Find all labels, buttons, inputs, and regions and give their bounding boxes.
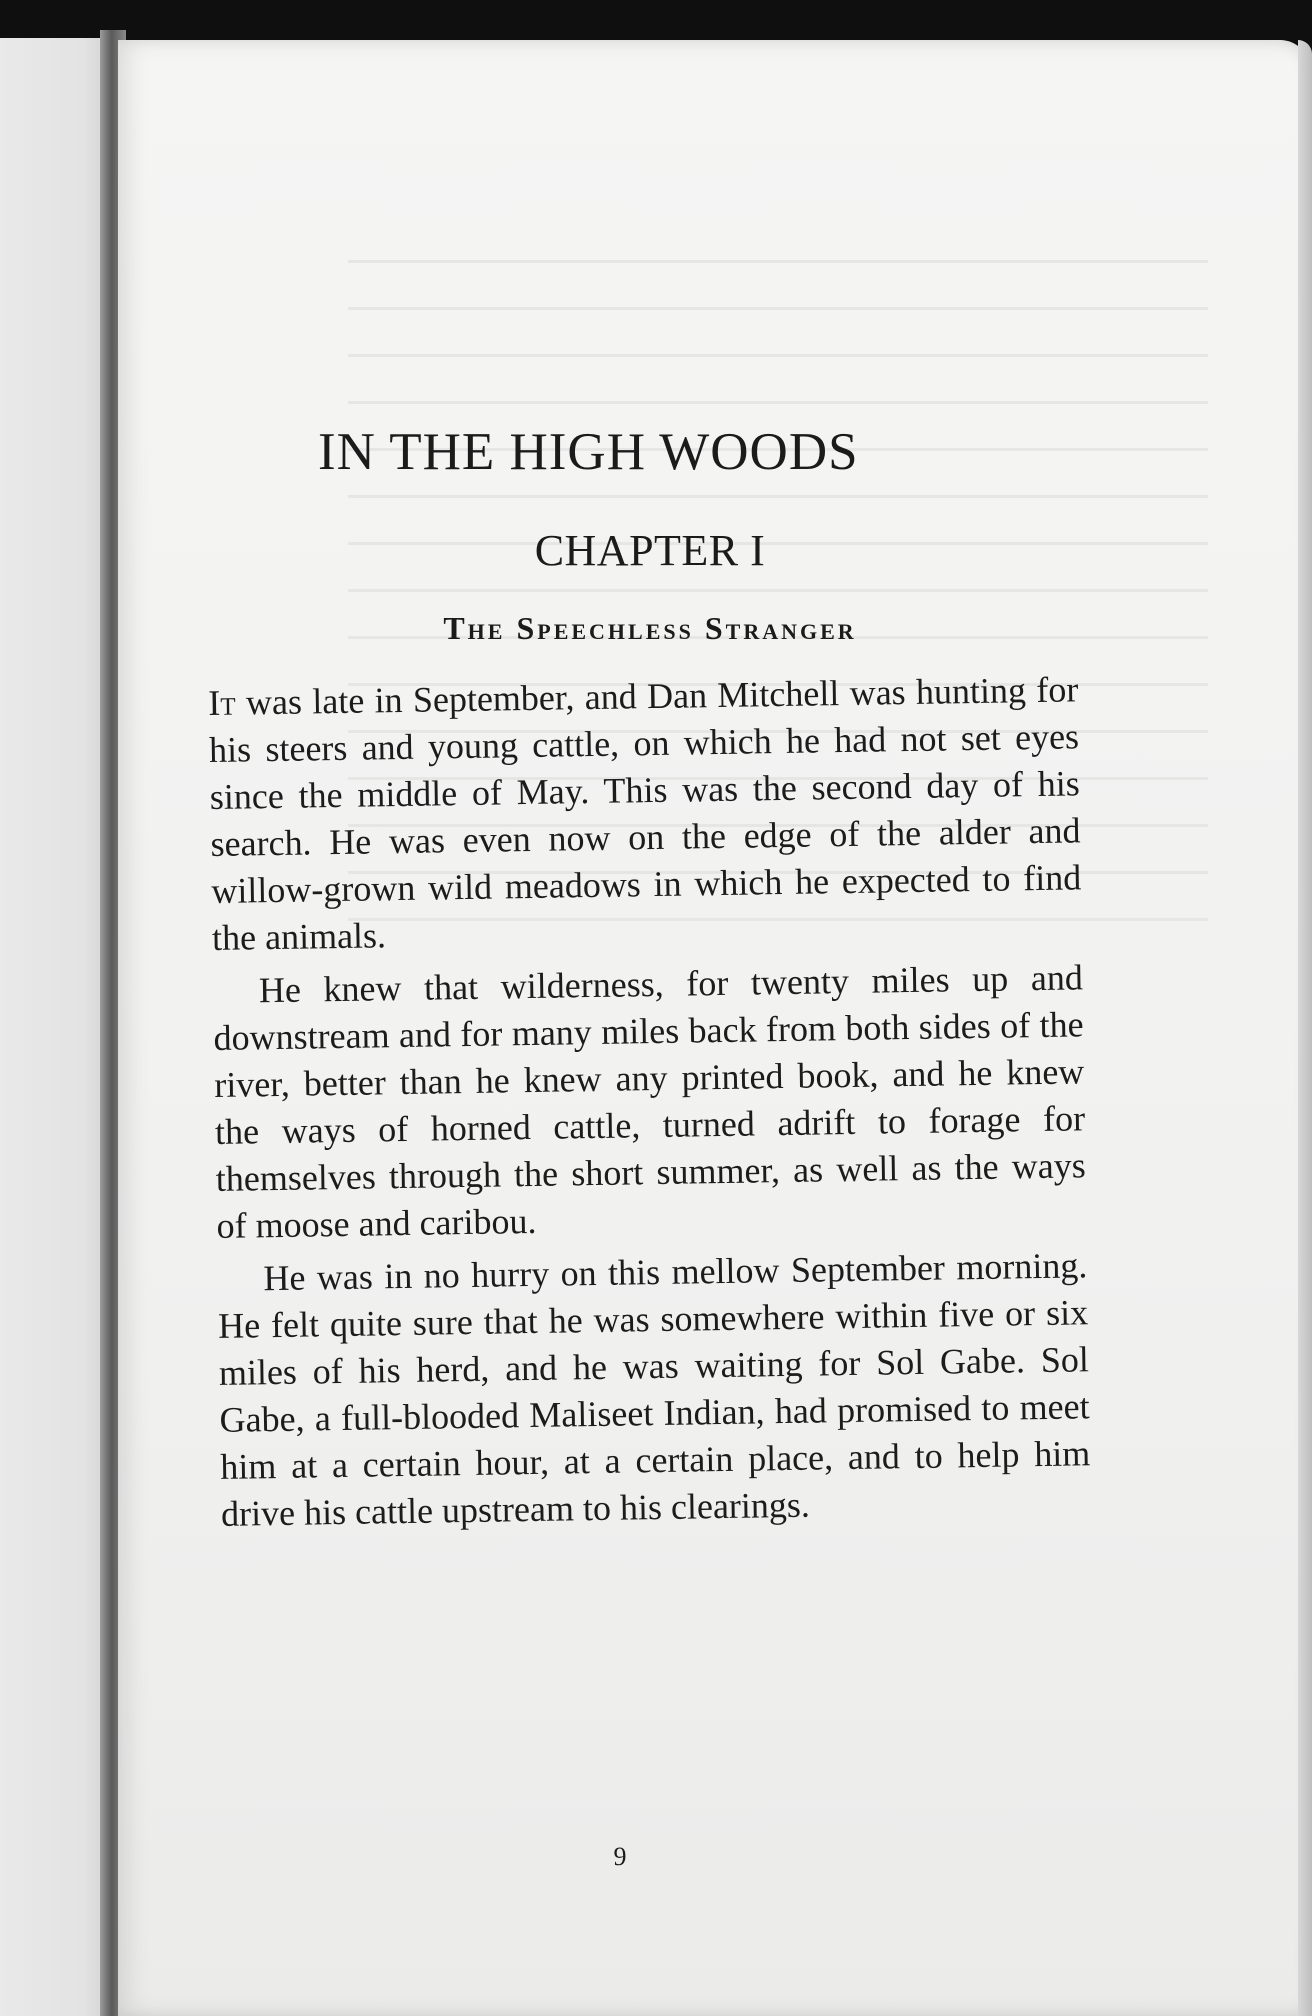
page-fore-edge — [1298, 40, 1312, 2016]
paragraph-1 — [208, 666, 1082, 962]
paragraph-2: He knew that wilderness, for twenty miles up and downstream and for many miles back from both sides of the river, better than he knew any printed book, and he knew the ways of horned cattle, turned adrift to forage for themselves through the short summer, as well as the ways of moose and caribou. — [213, 957, 1087, 1246]
paragraph-text: was late in September, and Dan Mitchell was hunting for his steers and young cattle, on which he had not set eyes since the middle of May. This was the second day of his search. He was even now on the edge of the alder and willow-grown wild meadows in which he expected to find the animals. — [208, 669, 1082, 958]
book-title: IN THE HIGH WOODS — [318, 423, 859, 481]
page-number: 9 — [613, 1842, 627, 1871]
chapter-body — [208, 666, 1091, 1538]
opening-word: It — [208, 682, 236, 723]
chapter-number: CHAPTER I — [534, 526, 766, 575]
chapter-title: The Speechless Stranger — [443, 610, 857, 646]
paragraph-3: He was in no hurry on this mellow September morning. He felt quite sure that he was somewhere within five or six miles of his herd, and he was waiting for Sol Gabe. Sol Gabe, a full-blooded Maliseet Indian, had promised to meet him at a certain hour, at a certain place, and to help him drive his cattle upstream to his clearings. — [217, 1245, 1091, 1534]
